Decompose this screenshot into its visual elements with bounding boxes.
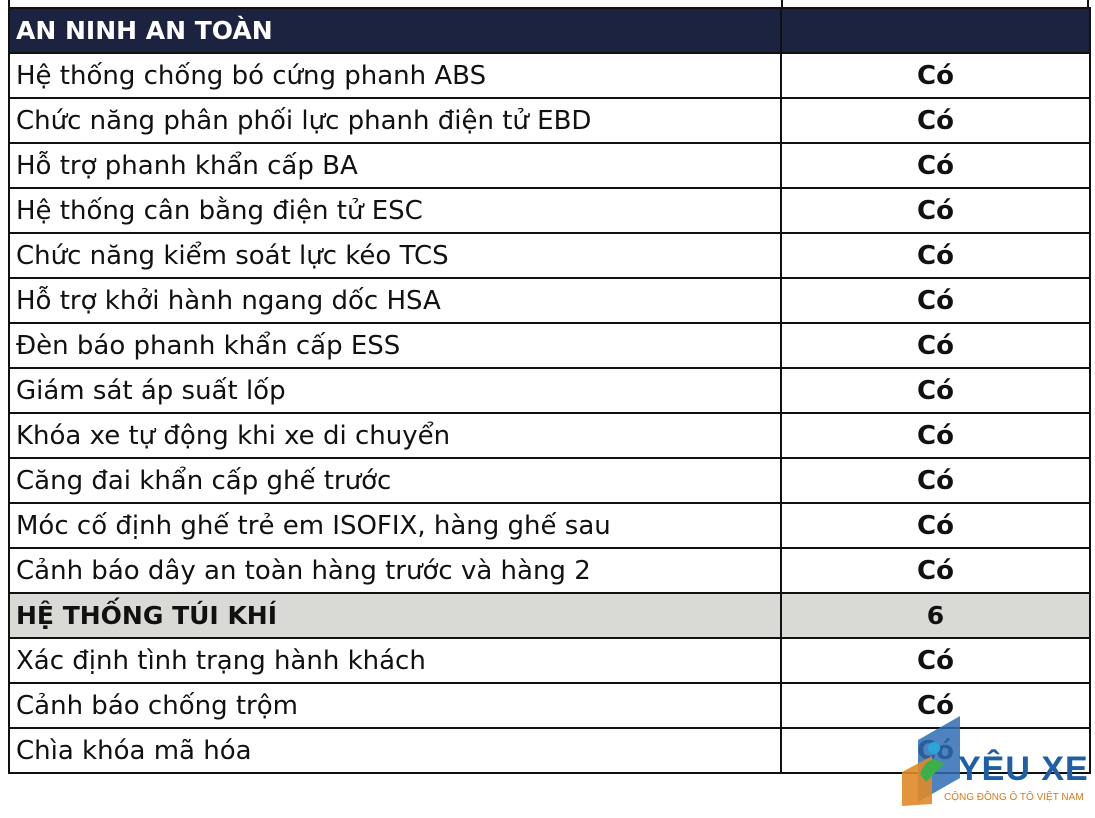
feature-value: Có xyxy=(781,368,1090,413)
table-row xyxy=(9,368,1090,413)
feature-name: Đèn báo phanh khẩn cấp ESS xyxy=(9,323,781,368)
table-row xyxy=(9,233,1090,278)
table-row xyxy=(9,548,1090,593)
section-value: 6 xyxy=(781,593,1090,638)
feature-value: Có xyxy=(781,53,1090,98)
feature-value: Có xyxy=(781,278,1090,323)
feature-name: Chức năng phân phối lực phanh điện tử EBD xyxy=(9,98,781,143)
brand-tagline: CỘNG ĐỒNG Ô TÔ VIỆT NAM xyxy=(944,792,1084,803)
table-row xyxy=(9,413,1090,458)
feature-value: Có xyxy=(781,413,1090,458)
section-title: AN NINH AN TOÀN xyxy=(9,8,781,53)
feature-name: Hỗ trợ khởi hành ngang dốc HSA xyxy=(9,278,781,323)
table-row xyxy=(9,143,1090,188)
table-row xyxy=(9,323,1090,368)
section-header-airbags xyxy=(9,593,1090,638)
feature-name: Chức năng kiểm soát lực kéo TCS xyxy=(9,233,781,278)
feature-value: Có xyxy=(781,188,1090,233)
feature-value: Có xyxy=(781,143,1090,188)
section-value xyxy=(781,8,1090,53)
spec-table xyxy=(8,7,1091,774)
feature-name: Giám sát áp suất lốp xyxy=(9,368,781,413)
feature-name: Xác định tình trạng hành khách xyxy=(9,638,781,683)
feature-name: Cảnh báo chống trộm xyxy=(9,683,781,728)
table-row xyxy=(9,503,1090,548)
feature-name: Khóa xe tự động khi xe di chuyển xyxy=(9,413,781,458)
feature-name: Hỗ trợ phanh khẩn cấp BA xyxy=(9,143,781,188)
table-row xyxy=(9,458,1090,503)
table-row xyxy=(9,188,1090,233)
section-title: HỆ THỐNG TÚI KHÍ xyxy=(9,593,781,638)
feature-value: Có xyxy=(781,458,1090,503)
brand-name: YÊU XE xyxy=(958,750,1089,788)
feature-name: Hệ thống cân bằng điện tử ESC xyxy=(9,188,781,233)
table-row xyxy=(9,98,1090,143)
feature-value: Có xyxy=(781,503,1090,548)
section-header-safety xyxy=(9,8,1090,53)
feature-name: Móc cố định ghế trẻ em ISOFIX, hàng ghế sau xyxy=(9,503,781,548)
feature-value: Có xyxy=(781,683,1090,728)
feature-name: Căng đai khẩn cấp ghế trước xyxy=(9,458,781,503)
feature-value: Có xyxy=(781,548,1090,593)
yeuxe-watermark xyxy=(898,712,1093,807)
table-row xyxy=(9,638,1090,683)
feature-name: Hệ thống chống bó cứng phanh ABS xyxy=(9,53,781,98)
feature-value: Có xyxy=(781,233,1090,278)
table-row xyxy=(9,53,1090,98)
feature-name: Chìa khóa mã hóa xyxy=(9,728,781,773)
feature-value: Có xyxy=(781,323,1090,368)
feature-name: Cảnh báo dây an toàn hàng trước và hàng 2 xyxy=(9,548,781,593)
feature-value: Có xyxy=(781,98,1090,143)
table-row xyxy=(9,278,1090,323)
feature-value: Có xyxy=(781,638,1090,683)
